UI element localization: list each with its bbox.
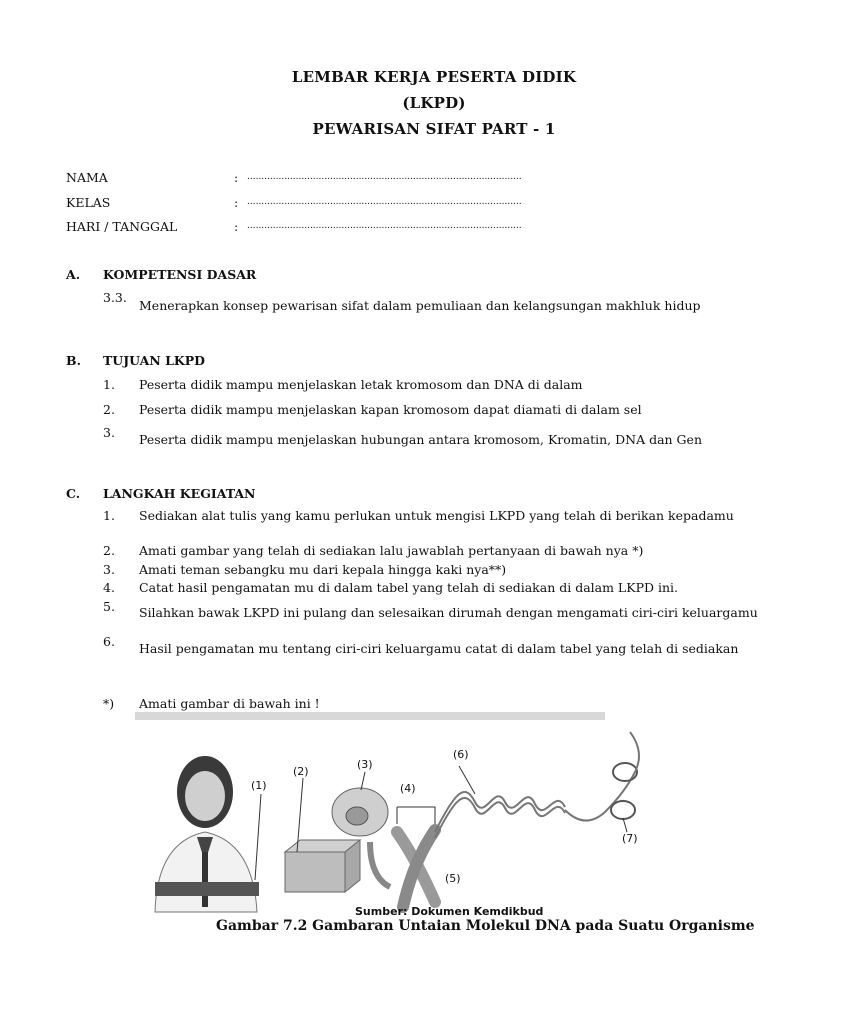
cropped-text-strip (135, 712, 605, 720)
list-item-number: 2. (103, 543, 115, 558)
list-item-text: Peserta didik mampu menjelaskan hubungan antara kromosom, Kromatin, DNA dan Gen (139, 432, 702, 447)
identity-colon: : (234, 219, 239, 234)
figure-caption: Gambar 7.2 Gambaran Untaian Molekul DNA pada Suatu Organisme (216, 918, 755, 934)
class-blank-field[interactable]: ................................................................................................ (247, 197, 522, 207)
kd-text: Menerapkan konsep pewarisan sifat dalam pemuliaan dan kelangsungan makhluk hidup (139, 298, 701, 313)
list-item-text: Amati teman sebangku mu dari kepala hingga kaki nya**) (139, 562, 507, 577)
list-item-text: Hasil pengamatan mu tentang ciri-ciri keluargamu catat di dalam tabel yang telah di sediakan (139, 641, 739, 656)
figure-label-6: (6) (453, 748, 469, 761)
student-photo (155, 756, 259, 912)
list-item-number: 6. (103, 634, 115, 649)
worksheet-title-line2: (LKPD) (402, 94, 466, 112)
list-item-number: 1. (103, 377, 115, 392)
list-item-number: 5. (103, 599, 115, 614)
note-marker: *) (103, 696, 115, 711)
list-item-text: Catat hasil pengamatan mu di dalam tabel yang telah di sediakan di dalam LKPD ini. (139, 580, 679, 595)
arrow-shape (370, 842, 390, 887)
cell-drawing (332, 788, 388, 836)
section-b-marker: B. (66, 353, 81, 368)
list-item-text: Amati gambar yang telah di sediakan lalu jawablah pertanyaan di bawah nya *) (139, 543, 644, 558)
worksheet-title-line3: PEWARISAN SIFAT PART - 1 (312, 120, 556, 138)
identity-label-date: HARI / TANGGAL (66, 219, 178, 234)
list-item-text: Peserta didik mampu menjelaskan kapan kromosom dapat diamati di dalam sel (139, 402, 642, 417)
section-a-heading: KOMPETENSI DASAR (103, 267, 257, 282)
figure-label-7: (7) (622, 832, 638, 845)
kd-number: 3.3. (103, 290, 127, 305)
date-blank-field[interactable]: ................................................................................................ (247, 221, 522, 231)
section-c-marker: C. (66, 486, 81, 501)
name-blank-field[interactable]: ................................................................................................ (247, 172, 522, 182)
list-item-text: Silahkan bawak LKPD ini pulang dan selesaikan dirumah dengan mengamati ciri-ciri keluargamu (139, 605, 758, 620)
list-item-number: 1. (103, 508, 115, 523)
section-b-heading: TUJUAN LKPD (103, 353, 206, 368)
section-a-marker: A. (66, 267, 81, 282)
identity-colon: : (234, 170, 239, 185)
list-item-text: Peserta didik mampu menjelaskan letak kromosom dan DNA di dalam (139, 377, 583, 392)
figure-label-5: (5) (445, 872, 461, 885)
identity-colon: : (234, 195, 239, 210)
list-item-number: 3. (103, 562, 115, 577)
list-item-number: 3. (103, 425, 115, 440)
list-item-number: 2. (103, 402, 115, 417)
note-text: Amati gambar di bawah ini ! (139, 696, 320, 711)
tissue-block (285, 840, 360, 892)
figure-label-4: (4) (400, 782, 416, 795)
chromosome-drawing (397, 830, 435, 907)
identity-label-name: NAMA (66, 170, 108, 185)
list-item-text: Sediakan alat tulis yang kamu perlukan untuk mengisi LKPD yang telah di berikan kepadamu (139, 508, 734, 523)
figure-source: Sumber: Dokumen Kemdikbud (355, 905, 544, 918)
identity-label-class: KELAS (66, 195, 111, 210)
section-c-heading: LANGKAH KEGIATAN (103, 486, 256, 501)
figure-label-1: (1) (251, 779, 267, 792)
figure-label-2: (2) (293, 765, 309, 778)
worksheet-title-line1: LEMBAR KERJA PESERTA DIDIK (291, 68, 577, 86)
figure-label-3: (3) (357, 758, 373, 771)
list-item-number: 4. (103, 580, 115, 595)
